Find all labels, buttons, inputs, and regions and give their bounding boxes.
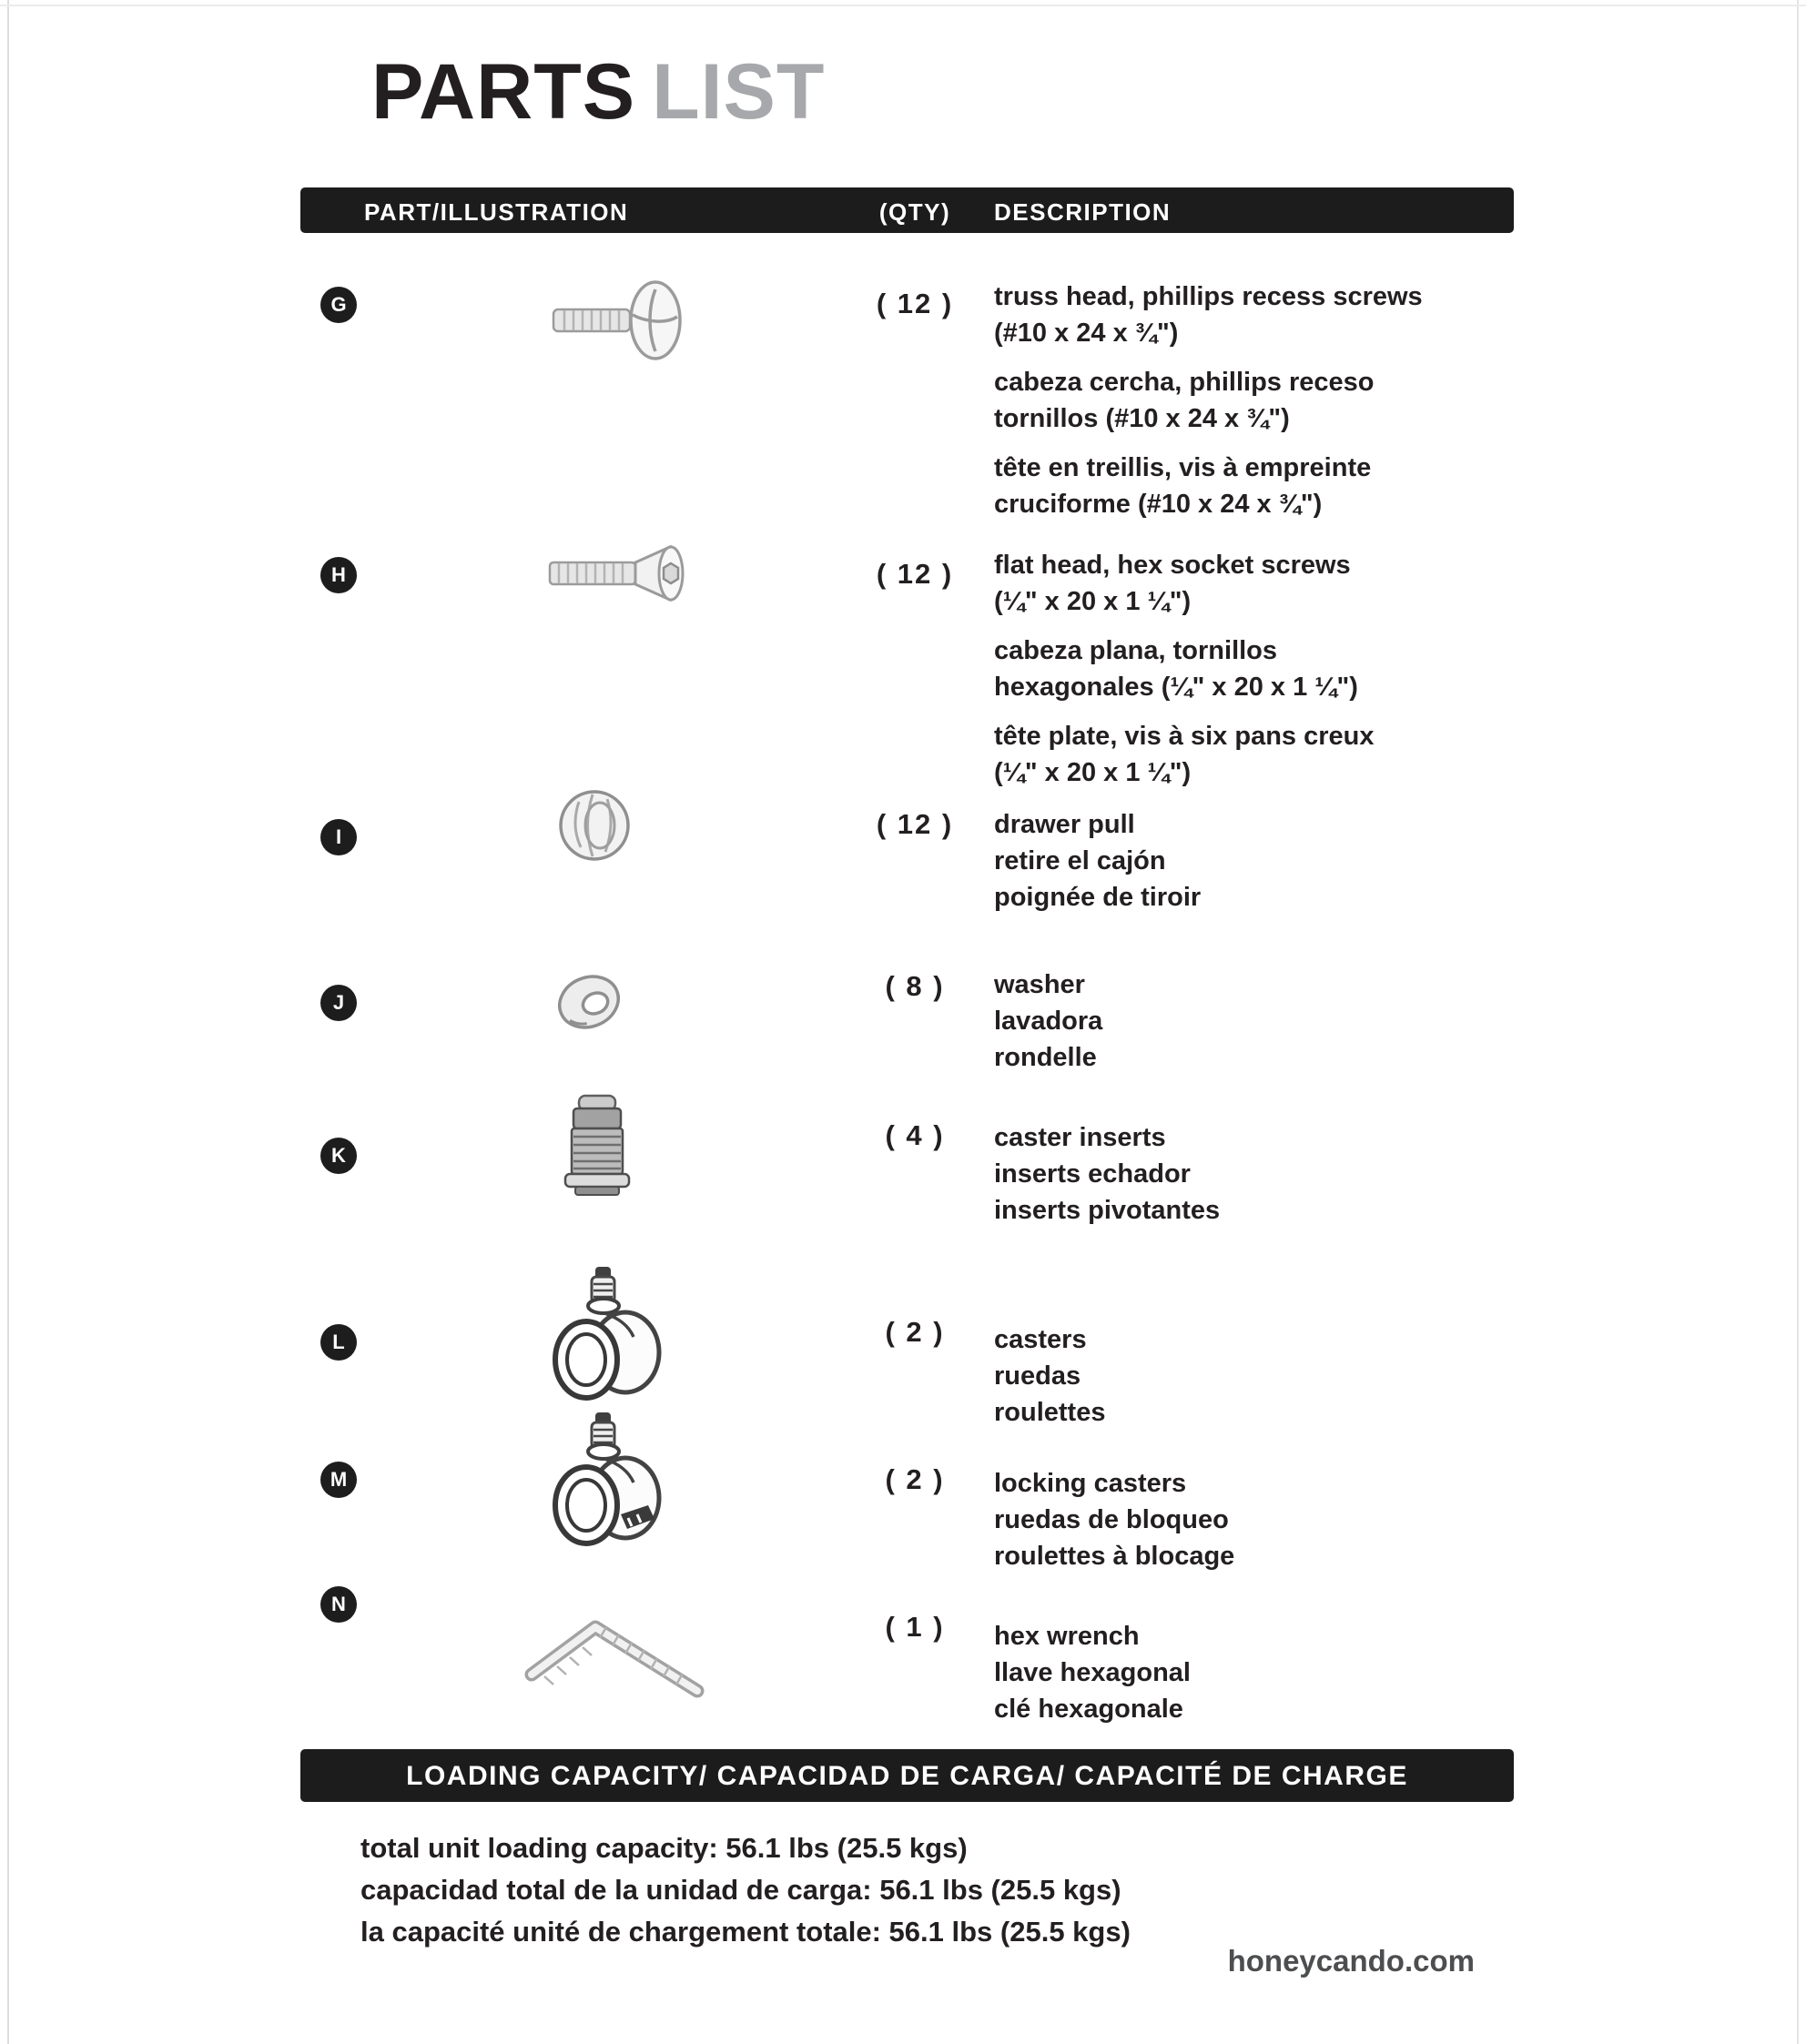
scan-edge-right: [1797, 0, 1799, 2044]
part-description: [994, 966, 1577, 1076]
description-line: llave hexagonal: [994, 1658, 1191, 1687]
description-line: cabeza plana, tornillos: [994, 636, 1278, 665]
website-url: honeycando.com: [1227, 1944, 1475, 1978]
part-badge: I: [320, 819, 357, 855]
description-line: roulettes à blocage: [994, 1542, 1235, 1571]
part-description: [994, 806, 1577, 916]
description-line: (¼" x 20 x 1 ¼"): [994, 587, 1192, 616]
description-line: tête en treillis, vis à empreinte: [994, 453, 1372, 482]
hex-wrench-icon: [519, 1609, 710, 1705]
qty-value: ( 4 ): [885, 1119, 945, 1151]
description-line: cabeza cercha, phillips receso: [994, 368, 1375, 397]
caster-insert-icon: [552, 1092, 643, 1199]
description-line: flat head, hex socket screws: [994, 551, 1351, 580]
qty-value: ( 8 ): [885, 970, 945, 1002]
scan-edge-left: [7, 0, 9, 2044]
scan-edge-top: [0, 5, 1806, 6]
page-title-secondary: LIST: [652, 48, 826, 136]
description-line: inserts pivotantes: [994, 1196, 1221, 1225]
locking-caster-icon: [539, 1409, 671, 1559]
page-title-primary: PARTS: [371, 48, 636, 136]
qty-value: ( 12 ): [876, 288, 954, 319]
flat-head-hex-socket-screw-icon: [544, 535, 699, 612]
description-line: hexagonales (¼" x 20 x 1 ¼"): [994, 673, 1358, 702]
part-badge: K: [320, 1138, 357, 1174]
qty-value: ( 2 ): [885, 1316, 945, 1348]
part-badge: G: [320, 287, 357, 323]
part-description: [994, 278, 1577, 522]
qty-value: ( 2 ): [885, 1463, 945, 1495]
description-line: retire el cajón: [994, 846, 1166, 875]
qty-value: ( 12 ): [876, 808, 954, 840]
washer-icon: [546, 961, 633, 1043]
table-header-bar: [300, 187, 1514, 233]
part-description: [994, 1321, 1577, 1431]
column-header-part-illustration: PART/ILLUSTRATION: [364, 198, 629, 226]
part-description: [994, 1465, 1577, 1574]
part-description: [994, 1618, 1577, 1727]
part-badge: N: [320, 1586, 357, 1623]
part-description: [994, 547, 1577, 791]
drawer-pull-icon: [552, 783, 638, 869]
part-badge: J: [320, 985, 357, 1021]
loading-capacity-title: LOADING CAPACITY/ CAPACIDAD DE CARGA/ CAPACITÉ DE CHARGE: [406, 1761, 1408, 1791]
description-line: lavadora: [994, 1007, 1103, 1036]
part-badge: M: [320, 1462, 357, 1498]
description-line: locking casters: [994, 1469, 1187, 1498]
page-title: [371, 47, 825, 137]
loading-capacity-text: [360, 1827, 1131, 1953]
description-line: tête plate, vis à six pans creux: [994, 722, 1375, 751]
description-line: (#10 x 24 x ¾"): [994, 319, 1179, 348]
truss-head-screw-icon: [544, 273, 695, 373]
capacity-line-english: total unit loading capacity: 56.1 lbs (25.5 kgs): [360, 1832, 968, 1864]
description-line: (¼" x 20 x 1 ¼"): [994, 758, 1192, 787]
description-line: rondelle: [994, 1043, 1097, 1072]
description-line: casters: [994, 1325, 1087, 1354]
column-header-description: DESCRIPTION: [994, 198, 1172, 226]
description-line: poignée de tiroir: [994, 883, 1202, 912]
description-line: caster inserts: [994, 1123, 1166, 1152]
description-line: drawer pull: [994, 810, 1135, 839]
loading-capacity-bar: [300, 1749, 1514, 1802]
part-badge: H: [320, 557, 357, 593]
description-line: inserts echador: [994, 1159, 1191, 1189]
description-line: roulettes: [994, 1398, 1106, 1427]
capacity-line-french: la capacité unité de chargement totale: 56.1 lbs (25.5 kgs): [360, 1916, 1131, 1948]
description-line: clé hexagonale: [994, 1695, 1183, 1724]
part-badge: L: [320, 1324, 357, 1361]
description-line: washer: [994, 970, 1085, 999]
description-line: ruedas de bloqueo: [994, 1505, 1229, 1534]
description-line: ruedas: [994, 1361, 1081, 1391]
part-description: [994, 1119, 1577, 1229]
description-line: truss head, phillips recess screws: [994, 282, 1423, 311]
column-header-qty: (QTY): [878, 198, 951, 226]
qty-value: ( 1 ): [885, 1611, 945, 1643]
description-line: cruciforme (#10 x 24 x ¾"): [994, 490, 1323, 519]
caster-icon: [539, 1263, 671, 1413]
description-line: hex wrench: [994, 1622, 1140, 1651]
capacity-line-spanish: capacidad total de la unidad de carga: 56.1 lbs (25.5 kgs): [360, 1874, 1121, 1906]
qty-value: ( 12 ): [876, 558, 954, 590]
description-line: tornillos (#10 x 24 x ¾"): [994, 404, 1290, 433]
